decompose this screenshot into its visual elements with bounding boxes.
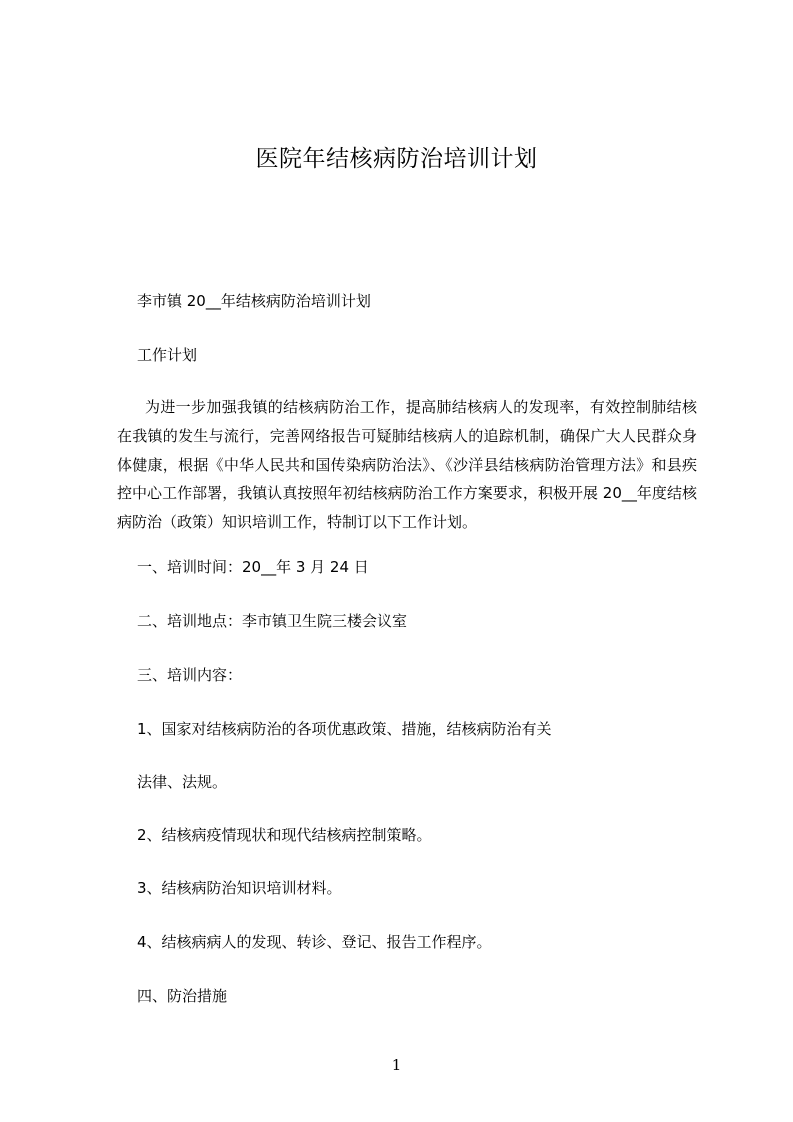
page-number: 1 — [391, 1056, 402, 1074]
content-item-1: 1、国家对结核病防治的各项优惠政策、措施，结核病防治有关 — [137, 720, 552, 738]
content-item-4: 4、结核病病人的发现、转诊、登记、报告工作程序。 — [137, 933, 492, 951]
prevention-measures-heading: 四、防治措施 — [137, 987, 228, 1005]
training-content-heading: 三、培训内容： — [137, 666, 243, 684]
training-time: 一、培训时间：20__年 3 月 24 日 — [137, 558, 369, 576]
intro-paragraph: 为进一步加强我镇的结核病防治工作，提高肺结核病人的发现率，有效控制肺结核在我镇的发生与流行，完善网络报告可疑肺结核病人的追踪机制，确保广大人民群众身体健康，根据《中华人民共和国传染病防治法》、《沙洋县结核病防治管理方法》和县疾控中心工作部署，我镇认真按照年初结核病防治工作方案要求，积极开展 20__年度结核病防治（政策）知识培训工作，特制订以下工作计划。 — [117, 398, 697, 532]
content-item-2: 2、结核病疫情现状和现代结核病控制策略。 — [137, 826, 432, 844]
document-title: 医院年结核病防治培训计划 — [255, 146, 538, 172]
training-place: 二、培训地点：李市镇卫生院三楼会议室 — [137, 612, 408, 630]
content-item-3: 3、结核病防治知识培训材料。 — [137, 879, 342, 897]
section-label: 工作计划 — [137, 346, 198, 364]
content-item-1-continued: 法律、法规。 — [137, 773, 228, 791]
plan-subtitle: 李市镇 20__年结核病防治培训计划 — [137, 292, 371, 310]
